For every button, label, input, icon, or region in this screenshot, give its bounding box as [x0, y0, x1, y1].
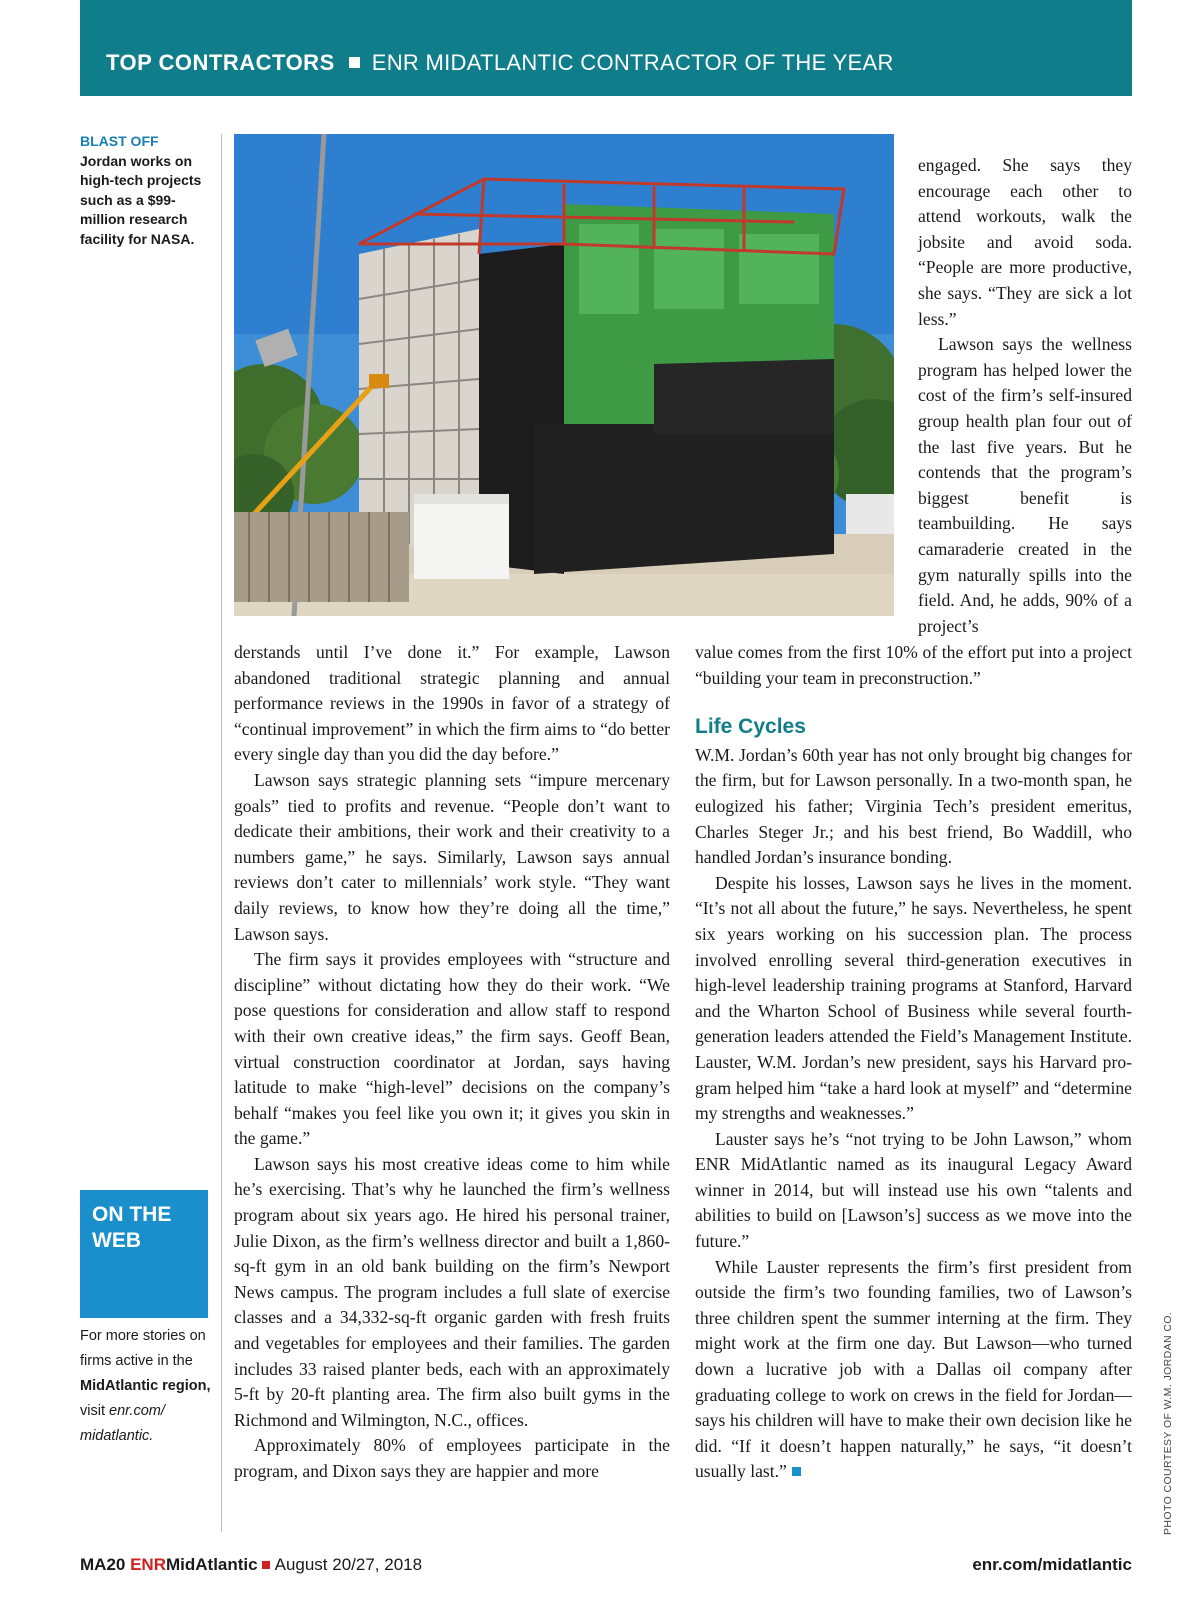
- web-text-intro: For more stories on firms active in the: [80, 1328, 206, 1369]
- paragraph-final: [695, 1255, 1132, 1485]
- web-link[interactable]: enr.com/ midatlantic.: [80, 1403, 165, 1444]
- building-photo-illustration: [234, 134, 894, 616]
- square-separator-icon: [349, 57, 360, 68]
- header-text: [106, 50, 894, 76]
- paragraph: Despite his losses, Lawson says he lives in the moment. “It’s not all about the future,” he says. Nevertheless, he spent six years working on his succession plan. The process involved enrolling several third-generation executives in high-level leadership training programs at Stanford, Harvard and the Wharton School of Business while several fourth-generation leaders attended the Field’s Management Institute. Lauster, W.M. Jordan’s new president, says his Harvard program helped him “take a hard look at myself” and “determine my strengths and weaknesses.”: [695, 872, 1132, 1124]
- end-of-story-icon: [792, 1467, 801, 1476]
- web-text-region: MidAtlantic region,: [80, 1378, 211, 1394]
- construction-photo: [234, 134, 894, 616]
- paragraph: Lauster says he’s “not trying to be John Lawson,” whom ENR MidAtlantic named as its inaugural Legacy Award winner in 2014, but will instead use his own “talents and abilities to build on [Lawson’s] success as we move into the future.”: [695, 1128, 1132, 1252]
- issue-date: August 20/27, 2018: [274, 1555, 423, 1574]
- photo-caption: [80, 132, 208, 249]
- web-text-visit: visit: [80, 1403, 105, 1419]
- paragraph: The firm says it provides employees with “structure and discipline” without dictating how they do their work. “We pose questions for consideration and allow staff to respond with their own creative ideas,” the firm says. Geoff Bean, virtual construction coordinator at Jordan, says having latitude to make “high-level” decisions on the company’s behalf “makes you feel like you own it; it gives you skin in the game.”: [234, 949, 670, 1149]
- photo-credit: PHOTO COURTESY OF W.M. JORDAN CO.: [1162, 1311, 1174, 1535]
- on-the-web-text: [80, 1324, 214, 1449]
- article-column-right: [695, 640, 1132, 1485]
- paragraph: Lawson says his most creative ideas come to him while he’s exercising. That’s why he launched the firm’s wellness program about six years ago. He hired his personal trainer, Julie Dixon, as the firm’s wellness director and built a 1,860-sq-ft gym in an old bank building on the firm’s Newport News campus. The program includes a full slate of exercise classes and a 34,332-sq-ft organic garden with fresh fruits and vegetables for employees and their families. The garden includes 33 raised planter beds, each with an approximately 5-ft by 20-ft planting area. The firm also built gyms in the Richmond and Wilmington, N.C., offices.: [234, 1153, 670, 1430]
- section-title: TOP CONTRACTORS: [106, 50, 335, 75]
- paragraph: value comes from the first 10% of the effort put into a project “building your team in preconstruction.”: [695, 642, 1132, 688]
- article-column-left: [234, 640, 670, 1485]
- article-column-top: [918, 153, 1132, 639]
- caption-label: BLAST OFF: [80, 133, 159, 149]
- paragraph: Approximately 80% of employees participate in the program, and Dixon says they are happier and more: [234, 1435, 670, 1481]
- section-subhead: Life Cycles: [695, 715, 806, 739]
- paragraph: Lawson says the wellness program has helped lower the cost of the firm’s self-insured group health plan four out of the last five years. But he contends that the program’s biggest benefit is teambuilding. He says camaraderie created in the gym naturally spills into the field. And, he adds, 90% of a project’s: [918, 334, 1132, 636]
- footer-url[interactable]: enr.com/midatlantic: [972, 1555, 1132, 1574]
- section-subtitle: ENR MIDATLANTIC CONTRACTOR OF THE YEAR: [371, 50, 894, 75]
- brand-enr: ENR: [130, 1555, 166, 1574]
- web-title-line1: ON THE: [92, 1203, 172, 1226]
- page-number: MA20: [80, 1555, 126, 1574]
- paragraph: Lawson says strategic planning sets “impure mercenary goals” tied to profits and revenue. “People don’t want to dedicate their ambitions, their work and their creativity to a numbers game,” he says. Similarly, Lawson says annual reviews don’t cater to millennials’ work style. “They want daily reviews, to know how they’re doing all the time,” Lawson says.: [234, 769, 670, 944]
- paragraph: W.M. Jordan’s 60th year has not only brought big changes for the firm, but for Lawson personally. In a two-month span, he eulogized his father; Virginia Tech’s president emeritus, Charles Steger Jr.; and his best friend, Bo Waddill, who handled Jordan’s insurance bonding.: [695, 744, 1132, 868]
- square-separator-icon: [262, 1561, 270, 1569]
- paragraph-text: While Lauster represents the firm’s first president from outside the firm’s two founding families, two of Lawson’s three children spent the summer interning at the firm. They might work at the firm one day. But Lawson—who turned down a lucrative job with a Dallas oil company after graduating college to work on crews in the field for Jordan—says his children will have to make their own decision like he did. “If it doesn’t happen naturally,” he says, “it doesn’t usually last.”: [695, 1256, 1132, 1482]
- web-title-line2: WEB: [92, 1229, 141, 1252]
- caption-text: Jordan works on high-tech projects such as a $99-million research facility for NASA.: [80, 152, 202, 247]
- sidebar-divider: [221, 134, 222, 1532]
- paragraph: engaged. She says they encourage each other to attend workouts, walk the jobsite and avoid soda. “People are more productive, she says. “They are sick a lot less.”: [918, 155, 1132, 329]
- paragraph: derstands until I’ve done it.” For example, Lawson abandoned traditional strategic planning and annual performance reviews in the 1990s in favor of a strategy of “continual improvement” in which the firm aims to “do better every single day than you did the day before.”: [234, 642, 670, 765]
- brand-midatlantic: MidAtlantic: [166, 1555, 258, 1574]
- on-the-web-box: [80, 1190, 208, 1318]
- footer-folio: [80, 1555, 422, 1575]
- section-header: [80, 0, 1132, 96]
